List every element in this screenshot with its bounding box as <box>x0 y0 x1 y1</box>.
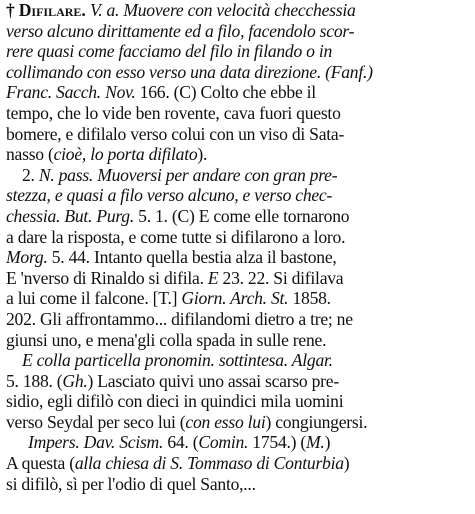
text-line <box>6 206 468 227</box>
text-segment: verso Seydal per seco lui ( <box>6 411 186 432</box>
text-segment: M. <box>306 432 325 453</box>
text-line <box>6 412 468 433</box>
text-segment: Giorn. Arch. St. <box>181 288 289 309</box>
text-segment: 1858. <box>288 288 331 309</box>
text-line <box>6 82 468 103</box>
text-segment: sidio, egli difilò con dieci in quindici mila uomini <box>6 391 344 412</box>
text-segment: 5. 1. (C) E come elle tornarono <box>134 205 350 226</box>
text-line <box>6 309 468 330</box>
text-segment: verso alcuno dirittamente ed a filo, facendolo scor- <box>6 20 355 41</box>
text-line <box>6 103 468 124</box>
text-line <box>6 350 468 371</box>
text-segment: E <box>207 267 219 288</box>
text-segment: 64. ( <box>163 432 199 453</box>
text-line <box>6 41 468 62</box>
text-segment: 166. (C) Colto che ebbe il <box>135 82 316 103</box>
text-segment: Gh. <box>62 370 88 391</box>
text-segment: nasso ( <box>6 144 54 165</box>
text-segment: con esso lui <box>185 411 266 432</box>
text-line <box>6 21 468 42</box>
text-segment: 2. <box>22 164 39 185</box>
text-line <box>6 124 468 145</box>
text-segment: a dare la risposta, e come tutte si difilarono a loro. <box>6 226 346 247</box>
text-segment: bomere, e difilalo verso colui con un viso di Sata- <box>6 123 345 144</box>
text-segment: N. pass. Muoversi per andare con gran pre- <box>38 164 338 185</box>
text-segment: ). <box>197 144 208 165</box>
text-line <box>6 165 468 186</box>
text-line <box>6 227 468 248</box>
text-segment: 5. 188. ( <box>6 370 63 391</box>
dictionary-entry <box>6 0 468 494</box>
text-line <box>6 371 468 392</box>
text-segment: 1754.) ( <box>248 432 307 453</box>
text-line <box>6 247 468 268</box>
text-segment: stezza, e quasi a filo verso alcuno, e verso chec- <box>6 185 333 206</box>
text-segment: si difilò, sì per l'odio di quel Santo,... <box>6 473 256 494</box>
text-line <box>6 185 468 206</box>
text-segment: 202. Gli affrontammo... difilandomi dietro a tre; ne <box>6 308 353 329</box>
text-segment: ) <box>343 453 350 474</box>
text-segment: Franc. Sacch. Nov. <box>6 82 136 103</box>
text-segment: cioè, lo porta difilato <box>53 144 198 165</box>
text-segment: collimando con esso verso una data direzione. (Fanf.) <box>6 61 373 82</box>
text-segment: chessia. But. Purg. <box>6 205 135 226</box>
text-line <box>6 62 468 83</box>
text-line <box>6 0 468 21</box>
text-line <box>6 391 468 412</box>
text-segment: E colla particella pronomin. sottintesa. Algar. <box>22 350 333 371</box>
text-segment: A questa ( <box>6 453 75 474</box>
text-segment: † <box>6 0 19 20</box>
text-line <box>6 474 468 495</box>
text-segment: ) Lasciato quivi uno assai scarso pre- <box>87 370 339 391</box>
text-segment: 23. 22. Si difilava <box>218 267 344 288</box>
text-segment: giunsi uno, e mena'gli colla spada in sulle rene. <box>6 329 327 350</box>
text-segment: rere quasi come facciamo del filo in filando o in <box>6 41 333 62</box>
text-segment: V. a. Muovere con velocità checchessia <box>85 0 356 20</box>
text-line <box>6 144 468 165</box>
text-segment: 5. 44. Intanto quella bestia alza il bastone, <box>47 247 337 268</box>
text-segment: ) congiungersi. <box>265 411 368 432</box>
text-segment: Comin. <box>198 432 249 453</box>
text-segment: ) <box>324 432 331 453</box>
text-segment: a lui come il falcone. [T.] <box>6 288 182 309</box>
text-line <box>6 288 468 309</box>
text-line <box>6 453 468 474</box>
text-line <box>6 330 468 351</box>
text-segment: Morg. <box>6 247 48 268</box>
text-segment: alla chiesa di S. Tommaso di Conturbia <box>74 453 344 474</box>
text-line <box>6 432 468 453</box>
headword: Difilare. <box>18 0 86 20</box>
text-segment: Impers. Dav. Scism. <box>28 432 164 453</box>
text-segment: tempo, che lo vide ben rovente, cava fuori questo <box>6 102 341 123</box>
text-segment: E 'nverso di Rinaldo si difila. <box>6 267 208 288</box>
text-line <box>6 268 468 289</box>
